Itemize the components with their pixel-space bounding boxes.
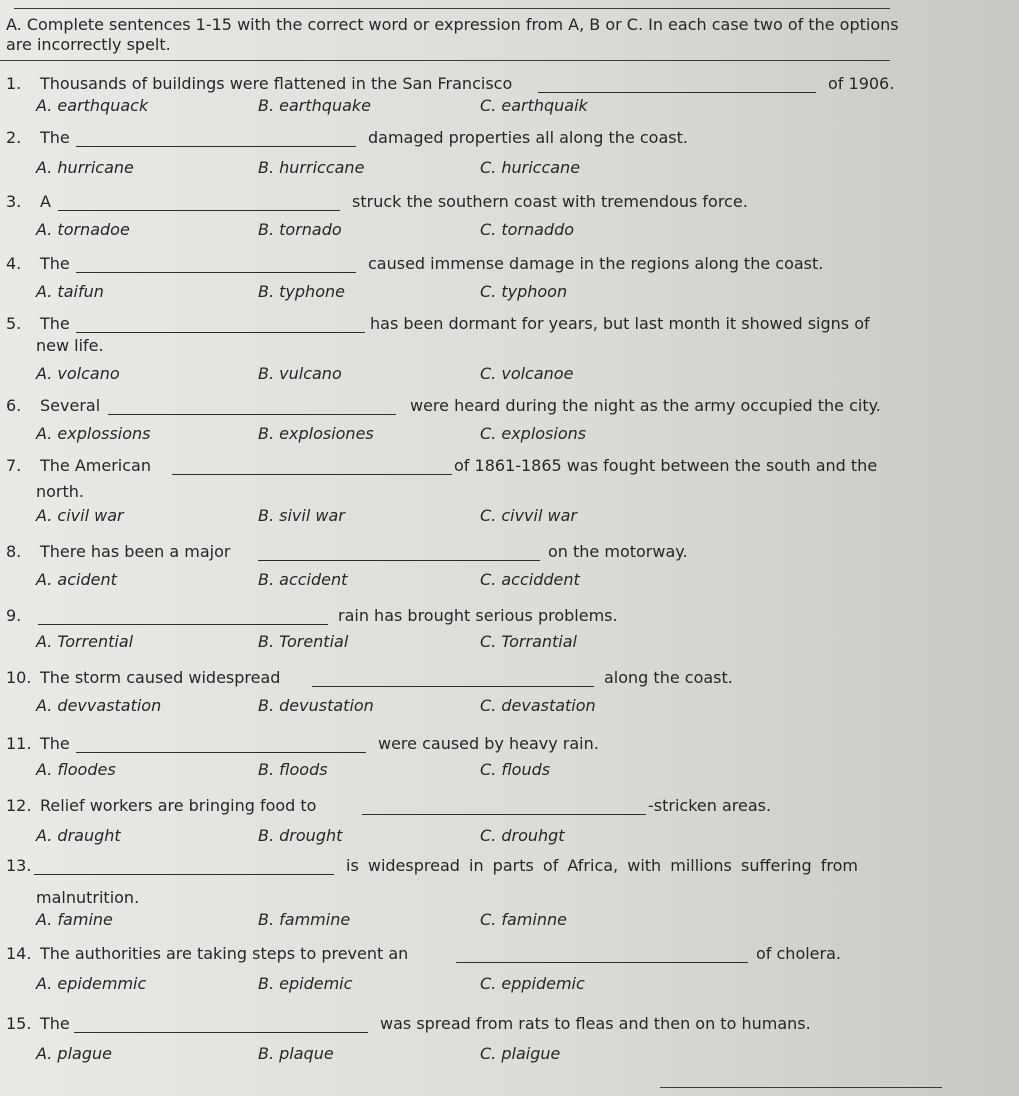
answer-blank[interactable]	[76, 146, 356, 147]
answer-option[interactable]: A. tornadoe	[36, 220, 130, 239]
answer-blank[interactable]	[172, 474, 452, 475]
answer-blank[interactable]	[456, 962, 748, 963]
answer-option[interactable]: B. hurriccane	[258, 158, 365, 177]
question-number: 5.	[6, 314, 22, 333]
instructions: A. Complete sentences 1-15 with the correct word or expression from A, B or C. In each case two of the options are incorrectly spelt.	[6, 15, 899, 54]
sentence-end: along the coast.	[604, 668, 733, 687]
sentence-end: of cholera.	[756, 944, 841, 963]
answer-option[interactable]: A. Torrential	[36, 632, 134, 651]
answer-option[interactable]: C. plaigue	[480, 1044, 561, 1063]
question-number: 8.	[6, 542, 22, 561]
sentence-start: Several	[40, 396, 101, 415]
answer-option[interactable]: C. acciddent	[480, 570, 580, 589]
sentence-start: The	[40, 1014, 70, 1033]
answer-blank[interactable]	[312, 686, 594, 687]
answer-option[interactable]: C. drouhgt	[480, 826, 565, 845]
answer-option[interactable]: C. devastation	[480, 696, 596, 715]
answer-option[interactable]: B. drought	[258, 826, 343, 845]
answer-option[interactable]: A. epidemmic	[36, 974, 147, 993]
sentence-end: is widespread in parts of Africa, with millions suffering from	[346, 856, 858, 875]
answer-option[interactable]: A. hurricane	[36, 158, 134, 177]
answer-option[interactable]: B. plaque	[258, 1044, 334, 1063]
answer-blank[interactable]	[76, 272, 356, 273]
answer-blank[interactable]	[76, 332, 365, 333]
question-number: 9.	[6, 606, 22, 625]
sentence-start: The storm caused widespread	[40, 668, 281, 687]
sentence-start: The	[40, 128, 70, 147]
sentence-start: A	[40, 192, 51, 211]
answer-blank[interactable]	[76, 752, 366, 753]
answer-option[interactable]: A. devvastation	[36, 696, 162, 715]
bottom-rule	[660, 1087, 942, 1088]
sentence-continuation: north.	[36, 482, 85, 501]
answer-option[interactable]: B. vulcano	[258, 364, 342, 383]
sentence-start: Relief workers are bringing food to	[40, 796, 317, 815]
sentence-continuation: malnutrition.	[36, 888, 140, 907]
sentence-continuation: new life.	[36, 336, 104, 355]
answer-option[interactable]: B. epidemic	[258, 974, 353, 993]
answer-option[interactable]: B. sivil war	[258, 506, 345, 525]
question-number: 7.	[6, 456, 22, 475]
answer-option[interactable]: B. explosiones	[258, 424, 374, 443]
answer-option[interactable]: C. flouds	[480, 760, 551, 779]
answer-option[interactable]: B. floods	[258, 760, 328, 779]
question-number: 10.	[6, 668, 32, 687]
question-number: 3.	[6, 192, 22, 211]
sentence-end: of 1861-1865 was fought between the south and the	[454, 456, 878, 475]
instructions-rule	[0, 60, 890, 61]
sentence-start: There has been a major	[40, 542, 231, 561]
question-number: 6.	[6, 396, 22, 415]
answer-blank[interactable]	[108, 414, 396, 415]
question-number: 14.	[6, 944, 32, 963]
sentence-end: on the motorway.	[548, 542, 688, 561]
sentence-end: caused immense damage in the regions along the coast.	[368, 254, 824, 273]
answer-option[interactable]: B. earthquake	[258, 96, 371, 115]
question-number: 11.	[6, 734, 32, 753]
sentence-end: has been dormant for years, but last month it showed signs of	[370, 314, 870, 333]
sentence-end: -stricken areas.	[648, 796, 772, 815]
sentence-end: damaged properties all along the coast.	[368, 128, 688, 147]
answer-option[interactable]: C. huriccane	[480, 158, 581, 177]
answer-option[interactable]: A. plague	[36, 1044, 112, 1063]
answer-option[interactable]: B. tornado	[258, 220, 342, 239]
answer-option[interactable]: A. explossions	[36, 424, 151, 443]
sentence-start: The	[40, 314, 70, 333]
sentence-start: The	[40, 254, 70, 273]
sentence-end: was spread from rats to fleas and then on to humans.	[380, 1014, 811, 1033]
answer-option[interactable]: B. Torential	[258, 632, 349, 651]
answer-option[interactable]: B. devustation	[258, 696, 374, 715]
answer-option[interactable]: C. Torrantial	[480, 632, 577, 651]
answer-option[interactable]: C. civvil war	[480, 506, 577, 525]
answer-option[interactable]: C. faminne	[480, 910, 567, 929]
answer-option[interactable]: C. eppidemic	[480, 974, 585, 993]
answer-option[interactable]: A. civil war	[36, 506, 124, 525]
answer-option[interactable]: C. volcanoe	[480, 364, 574, 383]
question-number: 12.	[6, 796, 32, 815]
answer-option[interactable]: A. earthquack	[36, 96, 149, 115]
answer-option[interactable]: C. tornaddo	[480, 220, 575, 239]
answer-blank[interactable]	[538, 92, 816, 93]
answer-option[interactable]: B. typhone	[258, 282, 345, 301]
sentence-start: Thousands of buildings were flattened in the San Francisco	[40, 74, 513, 93]
answer-blank[interactable]	[362, 814, 646, 815]
answer-option[interactable]: A. taifun	[36, 282, 104, 301]
question-number: 2.	[6, 128, 22, 147]
question-number: 13.	[6, 856, 32, 875]
sentence-end: were heard during the night as the army occupied the city.	[410, 396, 881, 415]
question-number: 15.	[6, 1014, 32, 1033]
sentence-end: of 1906.	[828, 74, 895, 93]
answer-option[interactable]: A. famine	[36, 910, 113, 929]
sentence-end: were caused by heavy rain.	[378, 734, 599, 753]
answer-option[interactable]: B. fammine	[258, 910, 351, 929]
answer-blank[interactable]	[258, 560, 540, 561]
answer-option[interactable]: C. typhoon	[480, 282, 568, 301]
answer-blank[interactable]	[74, 1032, 368, 1033]
sentence-start: The American	[40, 456, 151, 475]
answer-option[interactable]: A. floodes	[36, 760, 116, 779]
answer-option[interactable]: A. volcano	[36, 364, 120, 383]
answer-option[interactable]: B. accident	[258, 570, 348, 589]
sentence-start: The authorities are taking steps to prevent an	[40, 944, 409, 963]
top-rule	[14, 8, 890, 9]
question-number: 1.	[6, 74, 22, 93]
answer-option[interactable]: A. acident	[36, 570, 117, 589]
answer-option[interactable]: A. draught	[36, 826, 121, 845]
sentence-start: The	[40, 734, 70, 753]
answer-blank[interactable]	[38, 624, 328, 625]
answer-blank[interactable]	[58, 210, 340, 211]
question-number: 4.	[6, 254, 22, 273]
answer-blank[interactable]	[34, 874, 334, 875]
sentence-end: struck the southern coast with tremendous force.	[352, 192, 748, 211]
sentence-end: rain has brought serious problems.	[338, 606, 618, 625]
answer-option[interactable]: C. explosions	[480, 424, 587, 443]
answer-option[interactable]: C. earthquaik	[480, 96, 588, 115]
